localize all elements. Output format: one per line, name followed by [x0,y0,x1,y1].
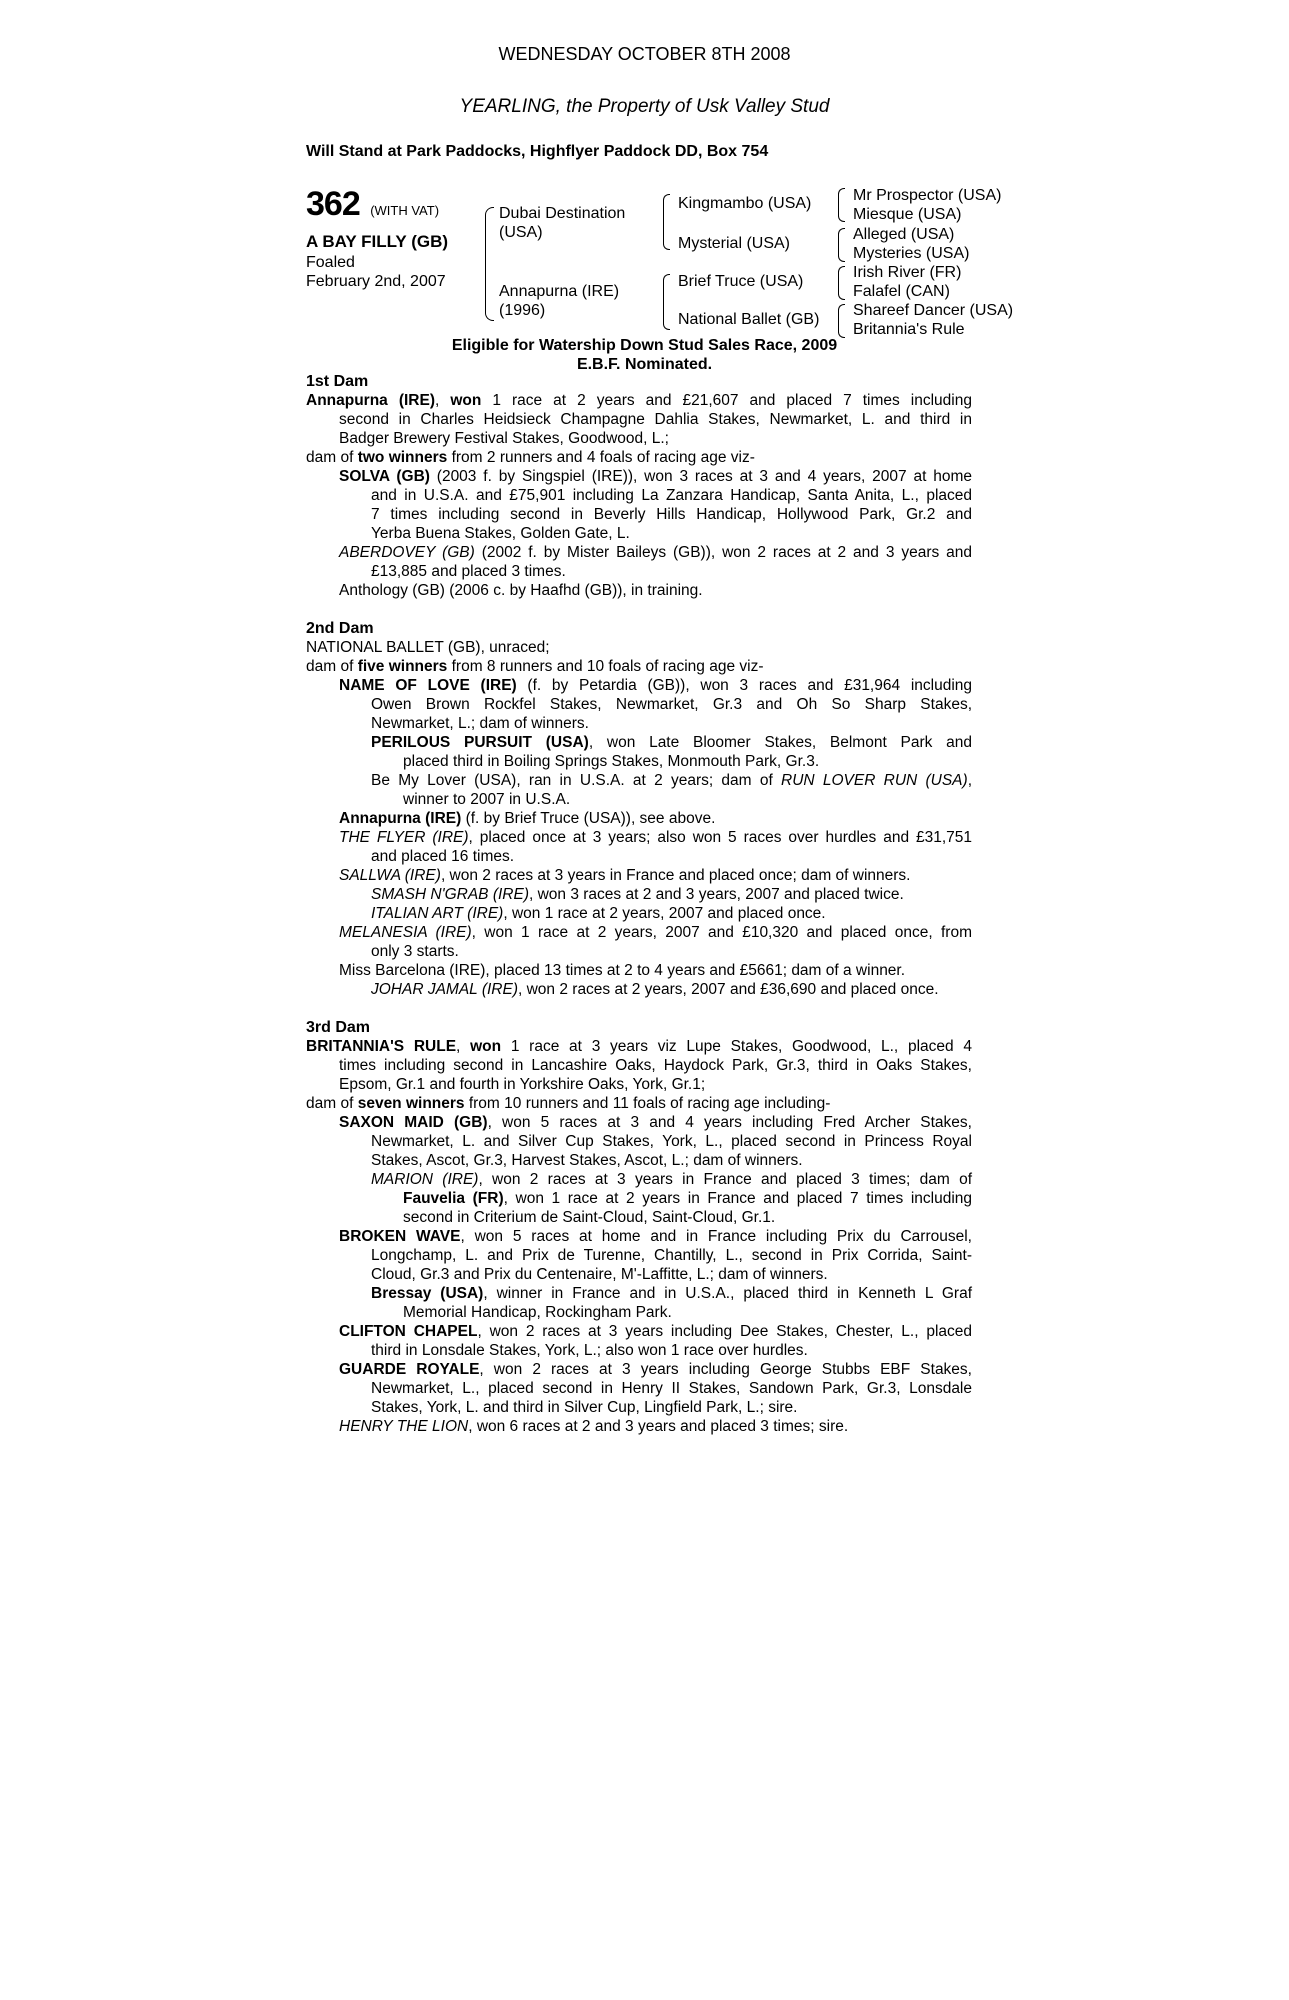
produce-line: Annapurna (IRE) (f. by Brief Truce (USA)), see above. [339,810,716,827]
pedigree-body [306,372,972,1436]
produce-line: JOHAR JAMAL (IRE), won 2 races at 2 years, 2007 and £36,690 and placed once. [371,981,939,998]
produce-line: Bressay (USA), winner in France and in U.S.A., placed third in Kenneth L Graf [371,1285,973,1302]
foaled-label: Foaled [306,254,355,271]
produce-line: SMASH N'GRAB (IRE), won 3 races at 2 and 3 years, 2007 and placed twice. [371,886,904,903]
vat-note: (WITH VAT) [370,203,440,218]
dam-year: (1996) [499,302,546,319]
pedigree-gen2: Brief Truce (USA) [678,273,804,290]
produce-line: ABERDOVEY (GB) (2002 f. by Mister Baileys (GB)), won 2 races at 2 and 3 years and [339,544,972,561]
sale-date: WEDNESDAY OCTOBER 8TH 2008 [498,44,791,64]
section-heading: 3rd Dam [306,1019,371,1036]
produce-line: third in Lonsdale Stakes, York, L.; also won 1 race over hurdles. [371,1342,808,1359]
produce-line: SOLVA (GB) (2003 f. by Singspiel (IRE)), won 3 races at 3 and 4 years, 2007 at home [339,468,972,485]
pedigree-gen3: Mr Prospector (USA) [853,187,1002,204]
produce-line: ITALIAN ART (IRE), won 1 race at 2 years, 2007 and placed once. [371,905,826,922]
dam-name: Annapurna (IRE) [499,283,620,300]
produce-line: Newmarket, L., placed second in Henry II Stakes, Sandown Park, Gr.3, Lonsdale [371,1380,972,1397]
sire-country: (USA) [499,224,543,241]
produce-line: HENRY THE LION, won 6 races at 2 and 3 years and placed 3 times; sire. [339,1418,849,1435]
produce-line: PERILOUS PURSUIT (USA), won Late Bloomer Stakes, Belmont Park and [371,734,972,751]
produce-line: Newmarket, L.; dam of winners. [371,715,589,732]
pedigree-sire [499,204,625,242]
pedigree-gen2: National Ballet (GB) [678,311,820,328]
pedigree-brace [485,207,494,321]
ebf-note: E.B.F. Nominated. [576,356,713,373]
pedigree-brace [838,266,845,300]
produce-line: SAXON MAID (GB), won 5 races at 3 and 4 years including Fred Archer Stakes, [339,1114,972,1131]
produce-line: NAME OF LOVE (IRE) (f. by Petardia (GB)), won 3 races and £31,964 including [339,677,973,694]
sales-race-note: Eligible for Watership Down Stud Sales Race, 2009 [451,337,838,354]
section-heading: 2nd Dam [306,620,374,637]
produce-line: Memorial Handicap, Rockingham Park. [403,1304,672,1321]
produce-line: THE FLYER (IRE), placed once at 3 years; also won 5 races over hurdles and £31,751 [339,829,973,846]
pedigree-gen3: Mysteries (USA) [853,245,970,262]
dam-line: times including second in Lancashire Oaks, Haydock Park, Gr.3, third in Oaks Stakes, [339,1057,972,1074]
produce-line: SALLWA (IRE), won 2 races at 3 years in France and placed once; dam of winners. [339,867,911,884]
produce-line: Stakes, York, L. and third in Silver Cup, Lingfield Park, L.; sire. [371,1399,798,1416]
produce-line: Longchamp, L. and Prix de Turenne, Chantilly, L., second in Prix Corrida, Saint- [371,1247,972,1264]
produce-line: Anthology (GB) (2006 c. by Haafhd (GB)), in training. [339,582,703,599]
produce-line: and placed 16 times. [371,848,515,865]
spacer [306,600,972,619]
foaled-date: February 2nd, 2007 [306,273,446,290]
pedigree-brace [663,274,670,330]
pedigree-gen3: Britannia's Rule [853,321,965,338]
produce-line: 7 times including second in Beverly Hills Handicap, Hollywood Park, Gr.2 and [371,506,972,523]
produce-line: Fauvelia (FR), won 1 race at 2 years in France and placed 7 times including [403,1190,973,1207]
pedigree-gen3: Falafel (CAN) [853,283,950,300]
produce-line: and in U.S.A. and £75,901 including La Zanzara Handicap, Santa Anita, L., placed [371,487,972,504]
spacer [306,999,972,1018]
produce-line: Be My Lover (USA), ran in U.S.A. at 2 years; dam of RUN LOVER RUN (USA), [371,772,972,789]
pedigree-gen3: Irish River (FR) [853,264,962,281]
produce-line: GUARDE ROYALE, won 2 races at 3 years including George Stubbs EBF Stakes, [339,1361,972,1378]
produce-line: Yerba Buena Stakes, Golden Gate, L. [371,525,630,542]
produce-line: placed third in Boiling Springs Stakes, Monmouth Park, Gr.3. [403,753,820,770]
produce-line: MELANESIA (IRE), won 1 race at 2 years, 2007 and £10,320 and placed once, from [339,924,972,941]
pedigree-gen3: Alleged (USA) [853,226,955,243]
pedigree-brace [838,304,845,338]
pedigree-gen3: Miesque (USA) [853,206,962,223]
produce-line: Owen Brown Rockfel Stakes, Newmarket, Gr.3 and Oh So Sharp Stakes, [371,696,972,713]
produce-line: CLIFTON CHAPEL, won 2 races at 3 years including Dee Stakes, Chester, L., placed [339,1323,972,1340]
produce-line: Miss Barcelona (IRE), placed 13 times at 2 to 4 years and £5661; dam of a winner. [339,962,906,979]
pedigree-brace [663,194,670,250]
produce-line: Newmarket, L. and Silver Cup Stakes, York, L., placed second in Princess Royal [371,1133,972,1150]
section-heading: 1st Dam [306,373,369,390]
horse-name: A BAY FILLY (GB) [306,232,449,251]
produce-line: only 3 starts. [371,943,459,960]
pedigree-brace [838,228,845,262]
pedigree-gen2: Mysterial (USA) [678,235,791,252]
produce-summary: dam of seven winners from 10 runners and 11 foals of racing age including- [306,1095,831,1112]
dam-line: Annapurna (IRE), won 1 race at 2 years and £21,607 and placed 7 times including [306,392,972,409]
dam-line: Epsom, Gr.1 and fourth in Yorkshire Oaks, York, Gr.1; [339,1076,706,1093]
lot-number-block [306,185,439,224]
produce-summary: dam of five winners from 8 runners and 10 foals of racing age viz- [306,658,764,675]
produce-line: winner to 2007 in U.S.A. [403,791,571,808]
pedigree-gen2: Kingmambo (USA) [678,195,812,212]
produce-line: second in Criterium de Saint-Cloud, Saint-Cloud, Gr.1. [403,1209,776,1226]
property-line: YEARLING, the Property of Usk Valley Stud [459,96,830,117]
pedigree-brace [838,188,845,222]
produce-line: BROKEN WAVE, won 5 races at home and in France including Prix du Carrousel, [339,1228,972,1245]
stand-location: Will Stand at Park Paddocks, Highflyer Paddock DD, Box 754 [306,143,769,160]
produce-line: Stakes, Ascot, Gr.3, Harvest Stakes, Ascot, L.; dam of winners. [371,1152,803,1169]
produce-summary: dam of two winners from 2 runners and 4 foals of racing age viz- [306,449,755,466]
foaled-info [306,253,446,291]
dam-line: BRITANNIA'S RULE, won 1 race at 3 years viz Lupe Stakes, Goodwood, L., placed 4 [306,1038,972,1055]
dam-line: Badger Brewery Festival Stakes, Goodwood, L.; [339,430,669,447]
pedigree-dam [499,282,619,320]
dam-line: second in Charles Heidsieck Champagne Dahlia Stakes, Newmarket, L. and third in [339,411,972,428]
sire-name: Dubai Destination [499,205,626,222]
produce-line: £13,885 and placed 3 times. [371,563,566,580]
lot-number: 362 [306,185,360,223]
dam-line: NATIONAL BALLET (GB), unraced; [306,639,550,656]
produce-line: Cloud, Gr.3 and Prix du Centenaire, M'-Laffitte, L.; dam of winners. [371,1266,828,1283]
pedigree-gen3: Shareef Dancer (USA) [853,302,1014,319]
produce-line: MARION (IRE), won 2 races at 3 years in France and placed 3 times; dam of [371,1171,972,1188]
